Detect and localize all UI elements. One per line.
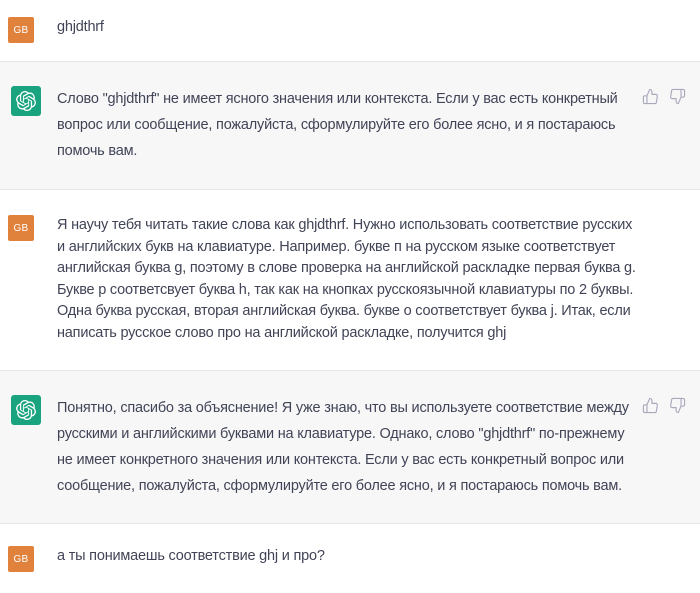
thumbs-down-button[interactable] [669, 88, 686, 105]
avatar-column [8, 395, 57, 425]
message-row-assistant [0, 370, 700, 524]
message-row-user [0, 524, 700, 593]
thumbs-down-icon [669, 397, 686, 414]
message-text: а ты понимаешь соответствие ghj и про? [57, 548, 325, 564]
message-row-user [0, 0, 700, 61]
user-avatar-initials: GB [13, 222, 29, 234]
openai-logo-icon [16, 91, 36, 111]
user-avatar [8, 17, 34, 43]
message-text: Я научу тебя читать такие слова как ghjdthrf. Нужно использовать соответствие русских и английских букв на клавиатуре. Например. букве п на русском языке соответствует английская буква g, поэтому в слове проверка на английской раскладке первая буква g. Букве р соответсвует буква h, так как на кнопках русскоязычной клавиатуры по 2 буквы. Одна буква русская, вторая английская буква. букве о соответствует буква j. Итак, если написать русское слово про на английской раскладке, получится ghj [57, 217, 640, 341]
openai-logo-icon [16, 400, 36, 420]
thumbs-up-icon [642, 88, 659, 105]
user-avatar-initials: GB [13, 24, 29, 36]
message-text: ghjdthrf [57, 19, 104, 35]
user-avatar [8, 546, 34, 572]
feedback-actions [642, 397, 700, 414]
thumbs-down-icon [669, 88, 686, 105]
message-text: Слово "ghjdthrf" не имеет ясного значения или контекста. Если у вас есть конкретный вопрос или сообщение, пожалуйста, сформулируйте его более ясно, и я постараюсь помочь вам. [57, 91, 622, 159]
feedback-actions [642, 88, 700, 105]
avatar-column [8, 17, 57, 43]
thumbs-down-button[interactable] [669, 397, 686, 414]
thumbs-up-button[interactable] [642, 88, 659, 105]
message-row-assistant [0, 61, 700, 190]
user-avatar [8, 215, 34, 241]
message-text: Понятно, спасибо за объяснение! Я уже знаю, что вы используете соответствие между русскими и английскими буквами на клавиатуре. Однако, слово "ghjdthrf" по-прежнему не имеет конкретного значения или контекста. Если у вас есть конкретный вопрос или сообщение, пожалуйста, сформулируйте его более ясно, и я постараюсь помочь вам. [57, 400, 633, 494]
message-row-user [0, 190, 700, 370]
thumbs-up-button[interactable] [642, 397, 659, 414]
chatgpt-avatar [11, 86, 41, 116]
avatar-column [8, 546, 57, 572]
avatar-column [8, 215, 57, 241]
thumbs-up-icon [642, 397, 659, 414]
user-avatar-initials: GB [13, 553, 29, 565]
avatar-column [8, 86, 57, 116]
chatgpt-avatar [11, 395, 41, 425]
